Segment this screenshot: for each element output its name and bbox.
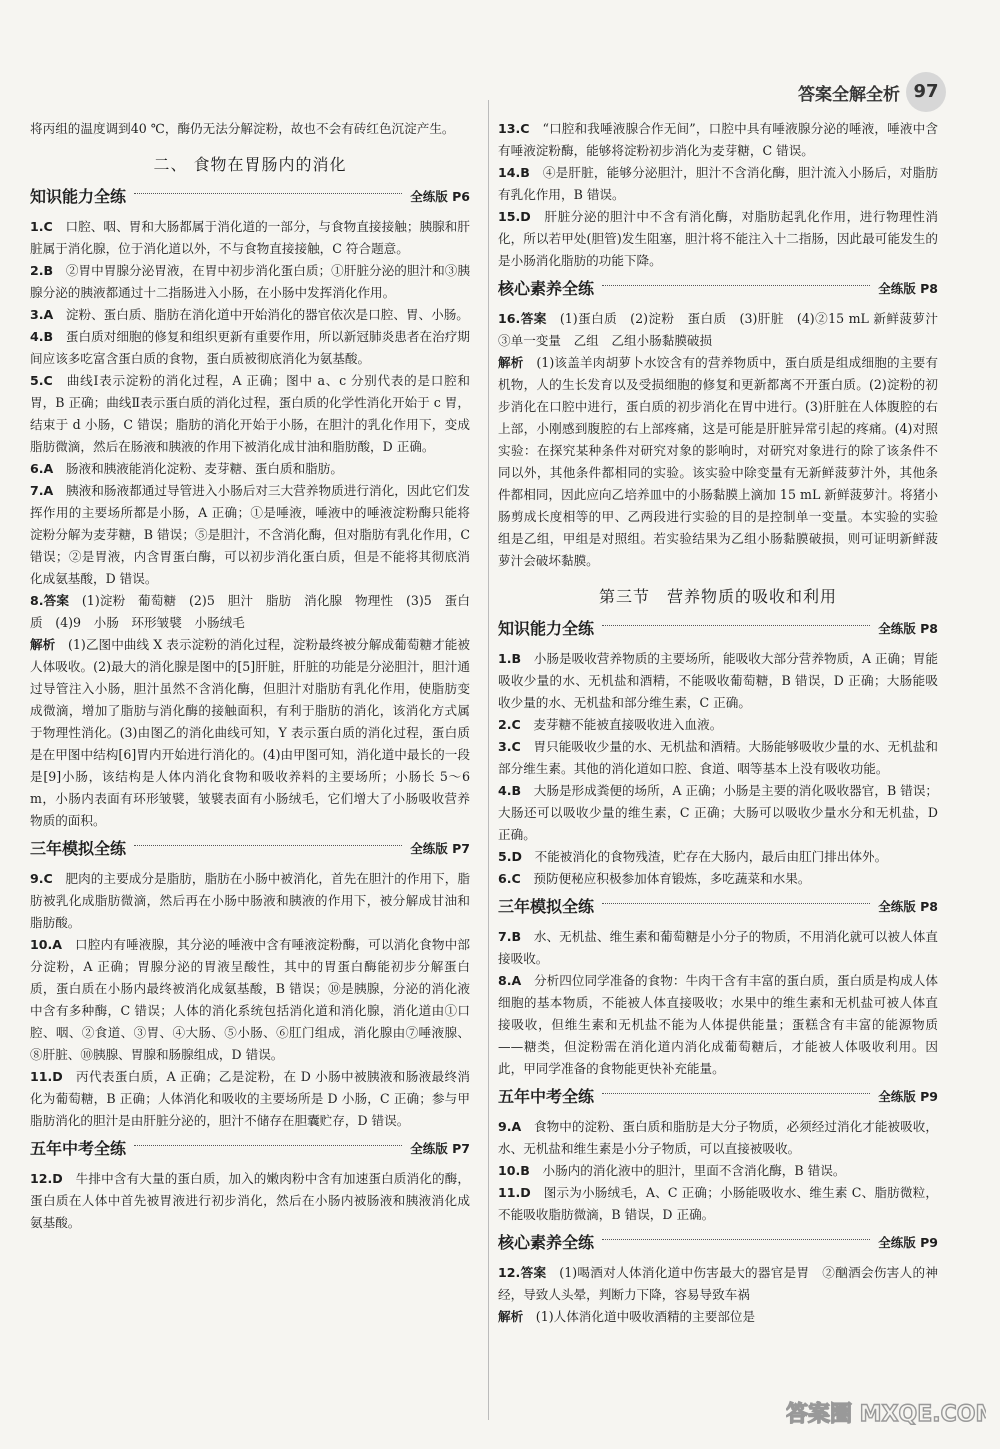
- section-bar: [30, 1138, 470, 1160]
- answer-text: 胃只能吸收少量的水、无机盐和酒精。大肠能够吸收少量的水、无机盐和部分维生素。其他的消化道如口腔、食道、咽等基本上没有吸收功能。: [498, 739, 939, 776]
- answer-item: [498, 1160, 938, 1182]
- answer-text: (1)蛋白质 (2)淀粉 蛋白质 (3)肝脏 (4)②15 mL 新鲜菠萝汁 ③单一变量 乙组 乙组小肠黏膜破损: [498, 311, 951, 348]
- answer-item: [498, 780, 938, 846]
- answer-item: [498, 648, 938, 714]
- section-tag: 全练版 P7: [410, 1141, 470, 1156]
- section-bar: [498, 618, 938, 640]
- answer-item: [30, 326, 470, 370]
- answer-number: 13.C: [498, 121, 530, 136]
- answer-text: “口腔和我唾液腺合作无间”，口腔中具有唾液腺分泌的唾液，唾液中含有唾液淀粉酶，能够将淀粉初步消化为麦芽糖，C 错误。: [498, 121, 938, 158]
- answer-number: 10.A: [30, 937, 63, 952]
- answer-item: [498, 1182, 938, 1226]
- answer-item: [30, 868, 470, 934]
- watermark-logo: [786, 1387, 986, 1437]
- answer-item: [498, 118, 938, 162]
- answer-text: (1)淀粉 葡萄糖 (2)5 胆汁 脂肪 消化腺 物理性 (3)5 蛋白质 (4)9 小肠 环形皱襞 小肠绒毛: [30, 593, 470, 630]
- answer-item: [30, 260, 470, 304]
- answer-text: 小肠内的消化液中的胆汁，里面不含消化酶，B 错误。: [542, 1163, 846, 1178]
- section-title: 三年模拟全练: [498, 897, 595, 916]
- analysis-item: [30, 634, 470, 832]
- answer-number: 3.A: [30, 307, 54, 322]
- answer-text: 不能被消化的食物残渣，贮存在大肠内，最后由肛门排出体外。: [534, 849, 888, 864]
- dotted-leader: [134, 845, 402, 846]
- answer-item: [30, 480, 470, 590]
- answer-item: [498, 970, 938, 1080]
- answer-text: 麦芽糖不能被直接吸收进入血液。: [533, 717, 723, 732]
- right-column: [498, 118, 951, 1328]
- answer-number: 5.C: [30, 373, 53, 388]
- section-bar: [498, 278, 938, 300]
- section-tag: 全练版 P8: [878, 621, 938, 636]
- analysis-text: (1)人体消化道中吸收酒精的主要部位是: [535, 1309, 756, 1324]
- answer-text: 口腔内有唾液腺，其分泌的唾液中含有唾液淀粉酶，可以消化食物中部分淀粉，A 正确；胃腺分泌的胃液呈酸性，其中的胃蛋白酶能初步分解蛋白质，蛋白质在小肠内最终被消化成氨基酸，B 错误；⑩是胰腺，分泌的消化液中含有多种酶，C 错误；人体的消化系统包括消化道和消化腺，消化道由①口腔、咽、②食道、③胃、④大肠、⑤小肠、⑥肛门组成，消化腺由⑦唾液腺、⑧肝脏、⑩胰腺、胃腺和肠腺组成，D 错误。: [30, 937, 471, 1062]
- answer-text: 小肠是吸收营养物质的主要场所，能吸收大部分营养物质，A 正确；胃能吸收少量的水、无机盐和酒精，不能吸收葡萄糖，B 错误，D 正确；大肠能吸收少量的水、无机盐和部分维生素，C 正确。: [498, 651, 938, 710]
- header-title: 答案全解全析: [798, 85, 900, 105]
- section-title: 三年模拟全练: [30, 839, 127, 858]
- analysis-label: 解析: [498, 355, 524, 370]
- answer-number: 6.A: [30, 461, 54, 476]
- dotted-leader: [602, 1093, 870, 1094]
- section-tag: 全练版 P8: [878, 899, 938, 914]
- analysis-text: (1)该盖羊肉胡萝卜水饺含有的营养物质中，蛋白质是组成细胞的主要有机物，人的生长发育以及受损细胞的修复和更新都离不开蛋白质。(2)淀粉的初步消化在口腔中进行，蛋白质的初步消化在胃中进行。(3)肝脏在人体腹腔的右上部，小刚感到腹腔的右上部疼痛，这是可能是肝脏异常引起的疼痛。(4)对照实验：在探究某种条件对研究对象的影响时，对研究对象进行的除了该条件不同以外，其他条件都相同的实验。该实验中除变量有无新鲜菠萝汁外，其他条件都相同，因此应向乙培养皿中的小肠黏膜上滴加 15 mL 新鲜菠萝汁。将猪小肠剪成长度相等的甲、乙两段进行实验的目的是控制单一变量。本实验的实验组是乙组，甲组是对照组。若实验结果为乙组小肠黏膜破损，则可证明新鲜菠萝汁会破坏黏膜。: [498, 355, 939, 568]
- section-bar: [30, 186, 470, 208]
- analysis-text: (1)乙图中曲线 X 表示淀粉的消化过程，淀粉最终被分解成葡萄糖才能被人体吸收。(2)最大的消化腺是图中的[5]肝脏，肝脏的功能是分泌胆汁，胆汁通过导管注入小肠，胆汁虽然不含消化酶，但胆汁对脂肪有乳化作用，使脂肪变成微滴，增加了脂肪与消化酶的接触面积，有利于脂肪的消化，该消化方式属于物理性消化。(3)由图乙的消化曲线可知，Y 表示蛋白质的消化过程，蛋白质是在甲图中结构[6]胃内开始进行消化的。(4)由甲图可知，消化道中最长的一段是[9]小肠，该结构是人体内消化食物和吸收养料的主要场所；小肠长 5～6 m，小肠内表面有环形皱襞，皱襞表面有小肠绒毛，它们增大了小肠吸收营养物质的面积。: [30, 637, 471, 828]
- answer-item: [498, 926, 938, 970]
- answer-text: 胰液和肠液都通过导管进入小肠后对三大营养物质进行消化，因此它们发挥作用的主要场所都是小肠，A 正确；①是唾液，唾液中的唾液淀粉酶只能将淀粉分解为麦芽糖，B 错误；⑤是胆汁，不含消化酶，但对脂肪有乳化作用，C 错误；②是胃液，内含胃蛋白酶，可以初步消化蛋白质，但是不能将其彻底消化成氨基酸，D 错误。: [30, 483, 471, 586]
- answer-number: 11.D: [498, 1185, 531, 1200]
- section-title: 知识能力全练: [30, 187, 127, 206]
- section-bar: [30, 838, 470, 860]
- answer-text: 口腔、咽、胃和大肠都属于消化道的一部分，与食物直接接触；胰腺和肝脏属于消化腺，位于消化道以外，不与食物直接接触，C 符合题意。: [30, 219, 471, 256]
- answer-item: [30, 590, 470, 634]
- analysis-label: 解析: [30, 637, 56, 652]
- page-header: [0, 0, 1000, 110]
- answer-number: 9.C: [30, 871, 53, 886]
- answer-number: 8.A: [498, 973, 522, 988]
- answer-item: [30, 216, 470, 260]
- answer-number: 9.A: [498, 1119, 522, 1134]
- answer-number: 2.B: [30, 263, 54, 278]
- answer-text: 牛排中含有大量的蛋白质，加入的嫩肉粉中含有加速蛋白质消化的酶，蛋白质在人体中首先被胃液进行初步消化，然后在小肠内被肠液和胰液消化成氨基酸。: [30, 1171, 471, 1230]
- answer-text: 肠液和胰液能消化淀粉、麦芽糖、蛋白质和脂肪。: [65, 461, 343, 476]
- answer-item: [498, 206, 938, 272]
- answer-item: [498, 1116, 938, 1160]
- section-title: 核心素养全练: [498, 1233, 595, 1252]
- answer-text: 水、无机盐、维生素和葡萄糖是小分子的物质，不用消化就可以被人体直接吸收。: [498, 929, 939, 966]
- dotted-leader: [134, 1145, 402, 1146]
- dotted-leader: [134, 193, 402, 194]
- section-title: 知识能力全练: [498, 619, 595, 638]
- analysis-item: [498, 352, 938, 572]
- answer-item: [498, 714, 938, 736]
- answer-number: 5.D: [498, 849, 523, 864]
- dotted-leader: [602, 285, 870, 286]
- answer-item: [30, 934, 470, 1066]
- section-title: 五年中考全练: [498, 1087, 595, 1106]
- answer-text: 肥肉的主要成分是脂肪，脂肪在小肠中被消化，首先在胆汁的作用下，脂肪被乳化成脂肪微滴，然后再在小肠中肠液和胰液的作用下，被分解成甘油和脂肪酸。: [30, 871, 471, 930]
- page-number-badge: 97: [906, 72, 946, 112]
- answer-number: 10.B: [498, 1163, 530, 1178]
- section-bar: [498, 1086, 938, 1108]
- answer-text: (1)喝酒对人体消化道中伤害最大的器官是胃 ②酗酒会伤害人的神经，导致人头晕，判断力下降，容易导致车祸: [498, 1265, 939, 1302]
- answer-item: [30, 1066, 470, 1132]
- section-tag: 全练版 P9: [878, 1089, 938, 1104]
- analysis-item: [498, 1306, 938, 1328]
- answer-text: 丙代表蛋白质，A 正确；乙是淀粉，在 D 小肠中被胰液和肠液最终消化为葡萄糖，B 正确；人体消化和吸收的主要场所是 D 小肠，C 正确；参与甲脂肪消化的胆汁是由肝脏分泌的，胆汁不储存在胆囊贮存，D 错误。: [30, 1069, 471, 1128]
- answer-number: 12.D: [30, 1171, 63, 1186]
- answer-number: 15.D: [498, 209, 531, 224]
- section-title: 核心素养全练: [498, 279, 595, 298]
- answer-number: 4.B: [30, 329, 54, 344]
- answer-item: [498, 736, 938, 780]
- section-tag: 全练版 P7: [410, 841, 470, 856]
- section-bar: [498, 896, 938, 918]
- section-tag: 全练版 P6: [410, 189, 470, 204]
- section-bar: [498, 1232, 938, 1254]
- answer-item: [498, 162, 938, 206]
- answer-item: [30, 304, 470, 326]
- section-heading: 二、 食物在胃肠内的消化: [153, 155, 347, 174]
- analysis-label: 解析: [498, 1309, 524, 1324]
- answer-text: 分析四位同学准备的食物：牛肉干含有丰富的蛋白质，蛋白质是构成人体细胞的基本物质，不能被人体直接吸收；水果中的维生素和无机盐可被人体直接吸收，但维生素和无机盐不能为人体提供能量；蛋糕含有丰富的能源物质——糖类，但淀粉需在消化道内消化成葡萄糖后，才能被人体吸收利用。因此，甲同学准备的食物能更快补充能量。: [498, 973, 939, 1076]
- watermark-text: 答案圈 MXQE.COM: [786, 1402, 986, 1427]
- answer-item: [30, 1168, 470, 1234]
- answer-text: 曲线Ⅰ表示淀粉的消化过程，A 正确；图中 a、c 分别代表的是口腔和胃，B 正确；曲线Ⅱ表示蛋白质的消化过程，蛋白质的化学性消化开始于 c 胃，结束于 d 小肠，C 错误；脂肪的消化开始于小肠，在胆汁的乳化作用下，变成脂肪微滴，然后在肠液和胰液的作用下被消化成甘油和脂肪酸，D 正确。: [30, 373, 470, 454]
- answer-text: 预防便秘应积极参加体育锻炼，多吃蔬菜和水果。: [533, 871, 811, 886]
- answer-text: 大肠是形成粪便的场所，A 正确；小肠是主要的消化吸收器官，B 错误；大肠还可以吸收少量的维生素，C 正确；大肠可以吸收少量水分和无机盐，D 正确。: [498, 783, 939, 842]
- answer-number: 4.B: [498, 783, 522, 798]
- intro-text: 将丙组的温度调到40 ℃，酶仍无法分解淀粉，故也不会有砖红色沉淀产生。: [30, 121, 455, 136]
- answer-item: [30, 370, 470, 458]
- answer-number: 12.答案: [498, 1265, 547, 1280]
- answer-text: ②胃中胃腺分泌胃液，在胃中初步消化蛋白质；①肝脏分泌的胆汁和③胰腺分泌的胰液都通过十二指肠进入小肠，在小肠中发挥消化作用。: [30, 263, 471, 300]
- answer-number: 3.C: [498, 739, 521, 754]
- answer-number: 11.D: [30, 1069, 63, 1084]
- answer-text: 食物中的淀粉、蛋白质和脂肪是大分子物质，必须经过消化才能被吸收，水、无机盐和维生素是小分子物质，可以直接被吸收。: [498, 1119, 939, 1156]
- dotted-leader: [602, 903, 870, 904]
- section-heading: 第三节 营养物质的吸收和利用: [598, 587, 837, 606]
- answer-number: 6.C: [498, 871, 521, 886]
- answer-number: 2.C: [498, 717, 521, 732]
- section-title: 五年中考全练: [30, 1139, 127, 1158]
- answer-text: ④是肝脏，能够分泌胆汁，胆汁不含消化酶，胆汁流入小肠后，对脂肪有乳化作用，B 错误。: [498, 165, 939, 202]
- answer-number: 16.答案: [498, 311, 547, 326]
- answer-text: 图示为小肠绒毛，A、C 正确；小肠能吸收水、维生素 C、脂肪微粒，不能吸收脂肪微滴，B 错误，D 正确。: [498, 1185, 938, 1222]
- answer-number: 14.B: [498, 165, 530, 180]
- dotted-leader: [602, 1239, 870, 1240]
- answer-number: 7.A: [30, 483, 54, 498]
- left-column: [30, 118, 470, 1234]
- answer-text: 淀粉、蛋白质、脂肪在消化道中开始消化的器官依次是口腔、胃、小肠。: [65, 307, 469, 322]
- answer-number: 1.B: [498, 651, 522, 666]
- answer-text: 肝脏分泌的胆汁中不含有消化酶，对脂肪起乳化作用，进行物理性消化，所以若甲处(胆管)发生阻塞，胆汁将不能注入十二指肠，因此最可能发生的是小肠消化脂肪的功能下降。: [498, 209, 939, 268]
- answer-number: 1.C: [30, 219, 53, 234]
- answer-item: [498, 308, 951, 352]
- answer-item: [498, 868, 938, 890]
- answer-number: 7.B: [498, 929, 522, 944]
- answer-number: 8.答案: [30, 593, 70, 608]
- column-divider: [488, 100, 489, 1420]
- dotted-leader: [602, 625, 870, 626]
- section-tag: 全练版 P8: [878, 281, 938, 296]
- answer-text: 蛋白质对细胞的修复和组织更新有重要作用，所以新冠肺炎患者在治疗期间应该多吃富含蛋白质的食物，蛋白质被彻底消化为氨基酸。: [30, 329, 471, 366]
- answer-item: [498, 846, 938, 868]
- answer-item: [498, 1262, 938, 1306]
- section-tag: 全练版 P9: [878, 1235, 938, 1250]
- answer-item: [30, 458, 470, 480]
